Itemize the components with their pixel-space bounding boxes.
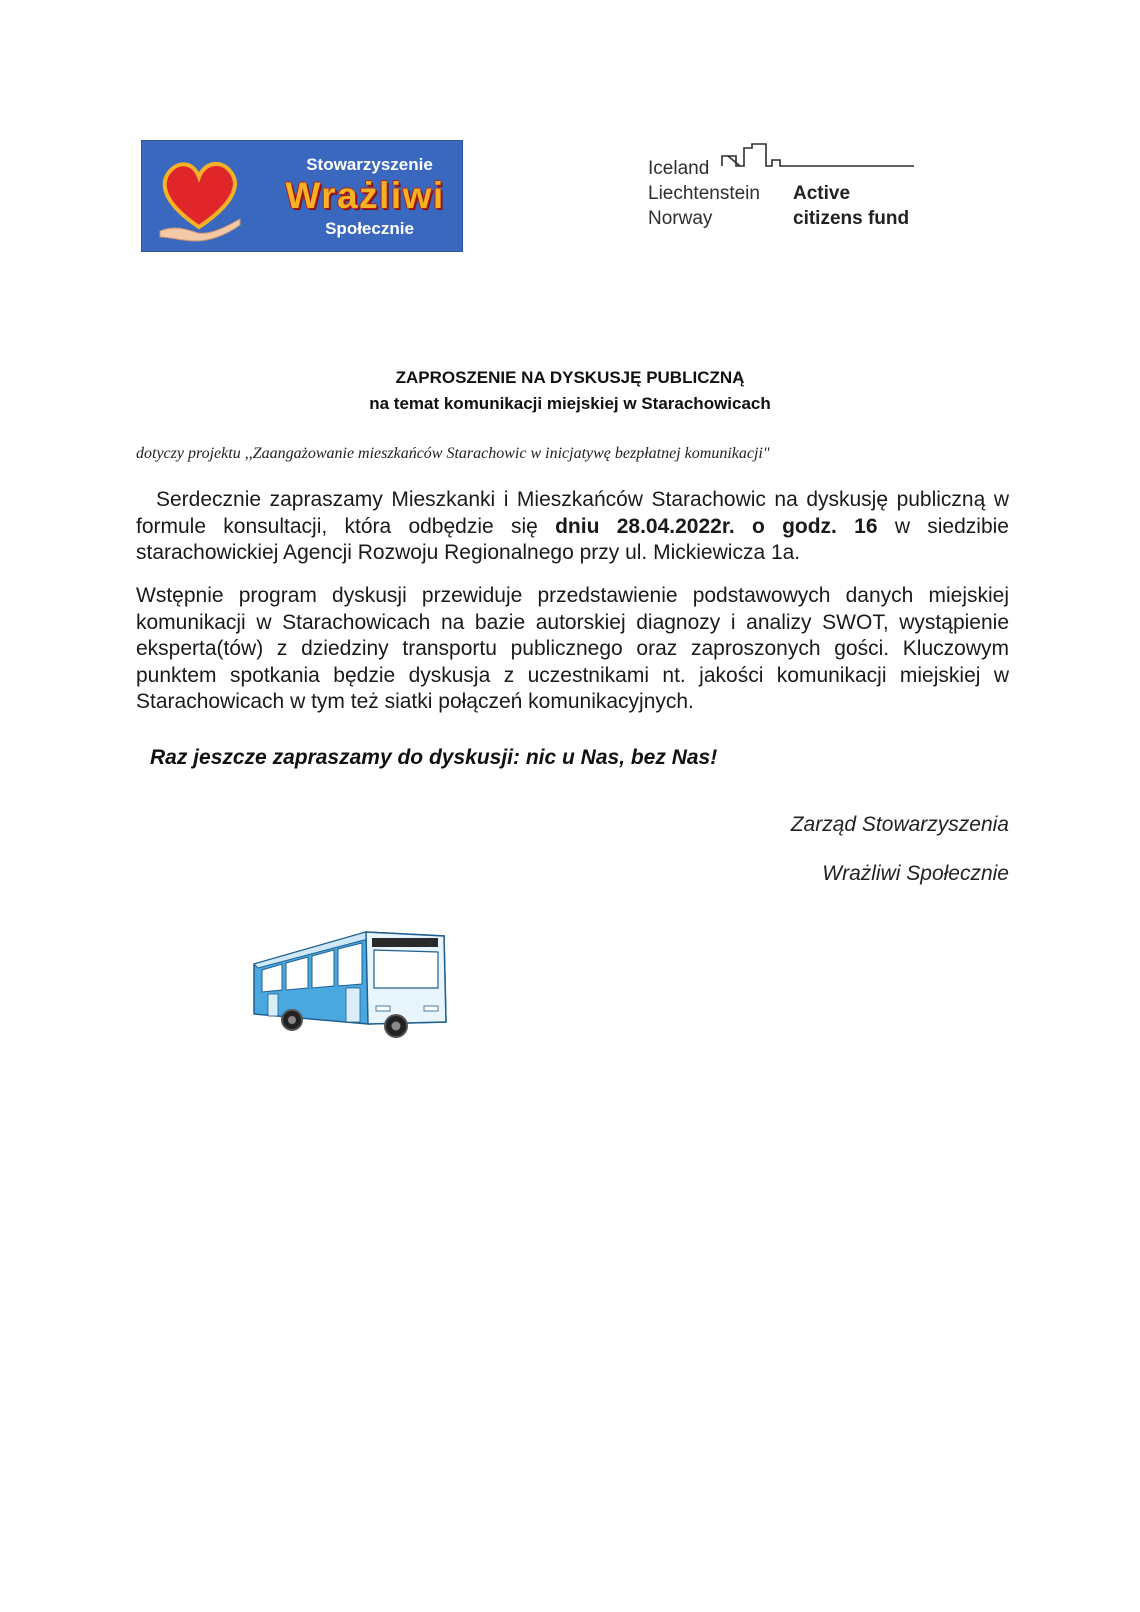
paragraph1-text-after: w siedzibie starachowickiej Agencji Rozwoju Regionalnego przy ul. Mickiewicza 1a. [136,514,1009,564]
country-liechtenstein: Liechtenstein [648,183,760,204]
meeting-date-time: dniu 28.04.2022r. o godz. 16 [555,514,878,538]
logo-line-wrazliwi: Wrażliwi [285,175,445,216]
document-title: ZAPROSZENIE NA DYSKUSJĘ PUBLICZNĄ [395,368,745,387]
country-iceland: Iceland [648,158,710,179]
signature-board: Zarząd Stowarzyszenia [790,813,1009,836]
fund-line-active: Active [793,183,851,204]
bus-illustration [248,926,458,1040]
program-paragraph: Wstępnie program dyskusji przewiduje przedstawienie podstawowych danych miejskiej komunikacji w Starachowicach na bazie autorskiej diagnozy i analizy SWOT, wystąpienie eksperta(tów) z dziedziny transportu publicznego oraz zaproszonych gości. Kluczowym punktem spotkania będzie dyskusja z uczestnikami nt. jakości komunikacji miejskiej w Starachowicach w tym też siatki połączeń komunikacyjnych. [136,584,1009,713]
heart-in-hand-icon [156,155,242,243]
logo-active-citizens-fund [648,132,914,236]
logo-stowarzyszenie-wrazliwi-spolecznie [141,140,463,252]
closing-line: Raz jeszcze zapraszamy do dyskusji: nic u Nas, bez Nas! [150,746,718,769]
project-reference-line: dotyczy projektu ,,Zaangażowanie mieszkańców Starachowic w inicjatywę bezpłatnej komunikacji" [136,445,770,462]
document-subtitle: na temat komunikacji miejskiej w Starachowicach [369,394,771,413]
logo-line-stowarzyszenie: Stowarzyszenie [306,155,433,174]
logo-line-spolecznie: Społecznie [325,219,414,238]
fund-line-citizens-fund: citizens fund [793,208,910,229]
signature-organization: Wrażliwi Społecznie [822,862,1009,885]
paragraph1-text-before: Serdecznie zapraszamy Mieszkanki i Mieszkańców Starachowic na dyskusję publiczną w formule konsultacji, która odbędzie się [136,488,1009,538]
country-norway: Norway [648,208,713,229]
invitation-paragraph [136,487,1009,567]
